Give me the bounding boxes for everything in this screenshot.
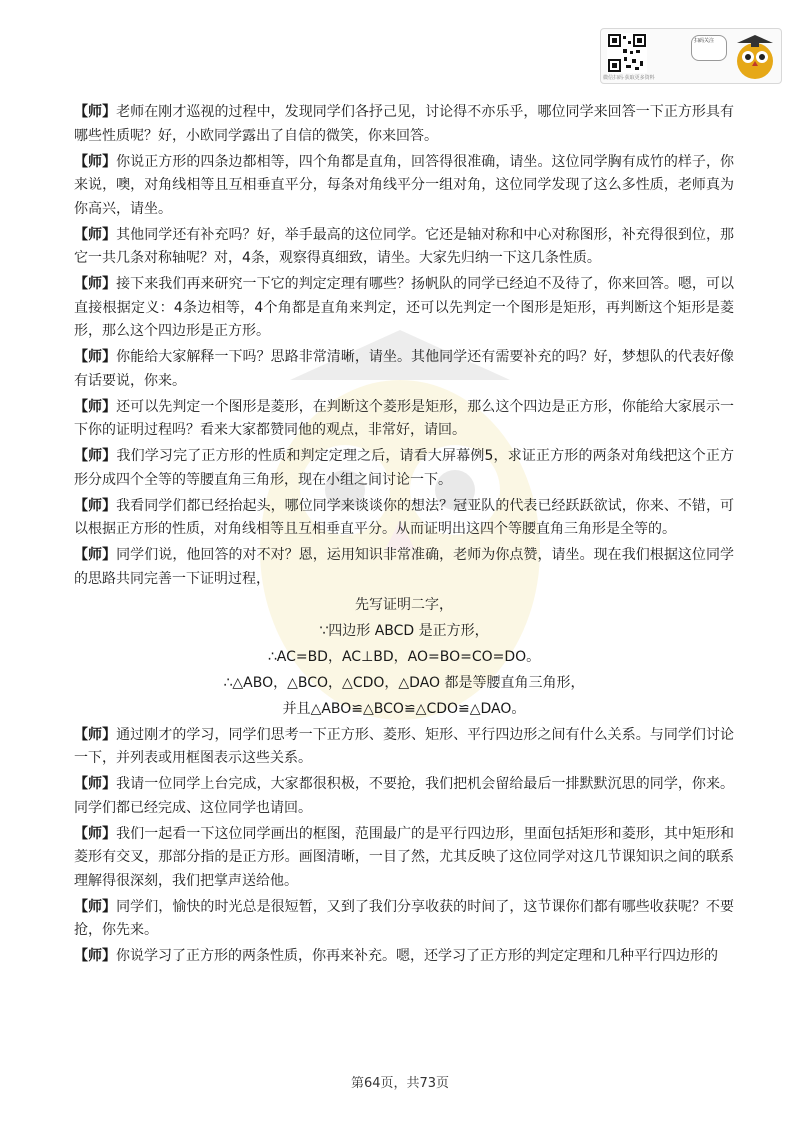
speaker-label: 【师】 [74,776,117,792]
speech-bubble: 扫码关注 [691,35,727,61]
paragraph-text: 老师在刚才巡视的过程中，发现同学们各抒己见，讨论得不亦乐乎，哪位同学来回答一下正方形具有哪些性质呢？好，小欧同学露出了自信的微笑，你来回答。 [74,104,735,144]
page-number: 第64页，共73页 [350,1076,450,1091]
paragraph-text: 你说正方形的四条边都相等，四个角都是直角，回答得很准确，请坐。这位同学胸有成竹的样子，你来说，噢，对角线相等且互相垂直平分，每条对角线平分一组对角，这位同学发现了这么多性质，老师真为你高兴，请坐。 [74,153,735,217]
proof-line: ∵四边形 ABCD 是正方形， [319,622,489,639]
paragraph [74,823,734,894]
paragraph-text: 我们学习完了正方形的性质和判定定理之后，请看大屏幕例5，求证正方形的两条对角线把这个正方形分成四个全等的等腰直角三角形，现在小组之间讨论一下。 [74,448,735,488]
proof-line: 先写证明二字， [355,596,453,613]
paragraph [74,273,734,344]
speaker-label: 【师】 [74,825,117,842]
paragraph-text: 你能给大家解释一下吗？思路非常清晰，请坐。其他同学还有需要补充的吗？好，梦想队的代表好像有话要说，你来。 [74,349,735,389]
speaker-label: 【师】 [74,726,117,743]
speaker-label: 【师】 [74,226,117,243]
paragraph-text: 还可以先判定一个图形是菱形，在判断这个菱形是矩形，那么这个四边是正方形，你能给大家展示一下你的证明过程吗？看来大家都赞同他的观点，非常好，请回。 [74,398,735,438]
proof-line: 并且△ABO≌△BCO≌△CDO≌△DAO。 [282,700,526,717]
speaker-label: 【师】 [74,349,117,365]
speaker-label: 【师】 [74,153,117,170]
speaker-label: 【师】 [74,448,117,464]
paragraph [74,101,734,148]
paragraph-text: 我请一位同学上台完成，大家都很积极，不要抢，我们把机会留给最后一排默默沉思的同学，你来。同学们都已经完成、这位同学也请回。 [74,776,735,816]
paragraph [74,396,734,443]
qr-code-icon [607,33,647,73]
speaker-label: 【师】 [74,948,116,964]
paragraph [74,773,734,820]
paragraph-text: 同学们说，他回答的对不对？恩，运用知识非常准确，老师为你点赞，请坐。现在我们根据这位同学的思路共同完善一下证明过程， [74,547,735,587]
paragraph-text: 同学们，愉快的时光总是很短暂，又到了我们分享收获的时间了，这节课你们都有哪些收获呢？不要抢，你先来。 [74,898,735,938]
paragraph [74,224,734,271]
badge-caption: 微信扫码·获取更多资料 [603,75,655,81]
paragraph [74,896,734,943]
speaker-label: 【师】 [74,497,117,514]
paragraph-text: 接下来我们再来研究一下它的判定定理有哪些？扬帆队的同学已经迫不及待了，你来回答。嗯，可以直接根据定义：4条边相等，4个角都是直角来判定，还可以先判定一个图形是矩形，再判断这个矩形是菱形，那么这个四边形是正方形。 [74,276,735,339]
paragraph-text: 我们一起看一下这位同学画出的框图，范围最广的是平行四边形，里面包括矩形和菱形，其中矩形和菱形有交叉，那部分指的是正方形。画图清晰，一目了然，尤其反映了这位同学对这几节课知识之间的联系理解得很深刻，我们把掌声送给他。 [74,825,735,889]
speaker-label: 【师】 [74,398,117,415]
paragraph-text: 其他同学还有补充吗？好，举手最高的这位同学。它还是轴对称和中心对称图形，补充得很到位，那它一共几条对称轴呢？对，4条，观察得真细致，请坐。大家先归纳一下这几条性质。 [74,226,735,266]
speaker-label: 【师】 [74,104,117,120]
speaker-label: 【师】 [74,898,117,915]
paragraph-text: 我看同学们都已经抬起头，哪位同学来谈谈你的想法？冠亚队的代表已经跃跃欲试，你来、不错，可以根据正方形的性质，对角线相等且互相垂直平分。从而证明出这四个等腰直角三角形是全等的。 [74,497,735,537]
header-qr-badge [600,28,782,84]
proof-line: ∴AC=BD，AC⊥BD，AO=BO=CO=DO。 [267,648,541,665]
paragraph [74,544,734,591]
paragraph-text: 你说学习了正方形的两条性质，你再来补充。嗯，还学习了正方形的判定定理和几种平行四边形的 [116,948,718,964]
speaker-label: 【师】 [74,276,117,292]
paragraph-text: 通过刚才的学习，同学们思考一下正方形、菱形、矩形、平行四边形之间有什么关系。与同学们讨论一下，并列表或用框图表示这些关系。 [74,726,735,766]
paragraph [74,495,734,542]
paragraph [74,724,734,771]
paragraph [74,151,734,222]
owl-mascot-icon [731,31,779,81]
page-content [74,101,734,971]
paragraph [74,445,734,492]
paragraph [74,346,734,393]
speaker-label: 【师】 [74,547,117,563]
paragraph [74,945,734,969]
proof-line: ∴△ABO，△BCO，△CDO，△DAO 都是等腰直角三角形， [223,674,585,691]
